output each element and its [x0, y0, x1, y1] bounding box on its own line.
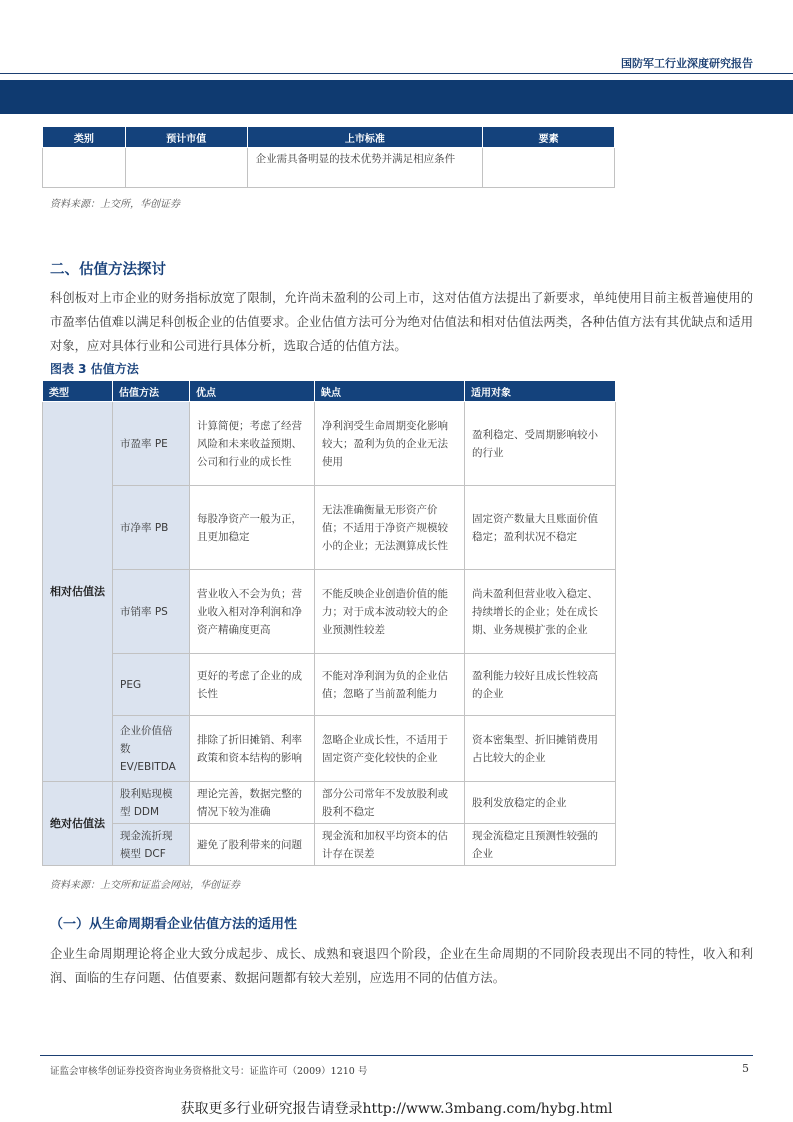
table-header-cell: 上市标准 — [247, 127, 483, 148]
figure3-source: 资料来源：上交所和证监会网站，华创证券 — [50, 880, 240, 891]
cons-cell: 不能反映企业创造价值的能力；对于成本波动较大的企业预测性较差 — [315, 570, 465, 654]
cons-cell: 净利润受生命周期变化影响较大；盈利为负的企业无法使用 — [315, 402, 465, 486]
valuation-methods-table — [42, 380, 616, 866]
table-row — [43, 486, 616, 570]
pros-cell: 计算简便；考虑了经营风险和未来收益预期、公司和行业的成长性 — [190, 402, 315, 486]
table-row — [43, 716, 616, 782]
method-cell: 市盈率 PE — [113, 402, 190, 486]
table-header-cell: 类别 — [43, 127, 126, 148]
cons-cell: 无法准确衡量无形资产价值；不适用于净资产规模较小的企业；无法测算成长性 — [315, 486, 465, 570]
target-cell: 尚未盈利但营业收入稳定、持续增长的企业；处在成长期、业务规模扩张的企业 — [465, 570, 616, 654]
section-heading: 二、估值方法探讨 — [50, 262, 166, 278]
table-row — [43, 824, 616, 866]
table-header-cell: 预计市值 — [125, 127, 247, 148]
pros-cell: 更好的考虑了企业的成长性 — [190, 654, 315, 716]
target-cell: 股利发放稳定的企业 — [465, 782, 616, 824]
method-cell: 企业价值倍数 EV/EBITDA — [113, 716, 190, 782]
absolute-valuation-label: 绝对估值法 — [43, 782, 113, 866]
subsection-heading: （一）从生命周期看企业估值方法的适用性 — [50, 917, 298, 932]
pros-cell: 避免了股利带来的问题 — [190, 824, 315, 866]
section-paragraph: 科创板对上市企业的财务指标放宽了限制，允许尚未盈利的公司上市，这对估值方法提出了新要求，单纯使用目前主板普遍使用的市盈率估值难以满足科创板企业的估值要求。企业估值方法可分为绝对估值法和相对估值法两类，各种估值方法有其优缺点和适用对象，应对具体行业和公司进行具体分析，选取合适的估值方法。 — [50, 291, 753, 353]
cons-cell: 部分公司常年不发放股利或股利不稳定 — [315, 782, 465, 824]
method-cell: 股利贴现模型 DDM — [113, 782, 190, 824]
table-row — [43, 148, 615, 188]
header-band — [0, 80, 793, 114]
method-cell: 现金流折现模型 DCF — [113, 824, 190, 866]
promo-banner[interactable]: 获取更多行业研究报告请登录http://www.3mbang.com/hybg.html — [180, 1101, 613, 1117]
figure-title: 图表 3 估值方法 — [50, 362, 139, 376]
table-cell: 企业需具备明显的技术优势并满足相应条件 — [247, 148, 483, 188]
footer-license: 证监会审核华创证券投资咨询业务资格批文号：证监许可（2009）1210 号 — [50, 1066, 368, 1077]
pros-cell: 每股净资产一般为正，且更加稳定 — [190, 486, 315, 570]
table-row — [43, 782, 616, 824]
table-row — [43, 402, 616, 486]
table-header-cell: 适用对象 — [465, 381, 616, 402]
table-header-cell: 缺点 — [315, 381, 465, 402]
table-header-cell: 要素 — [483, 127, 615, 148]
method-cell: 市销率 PS — [113, 570, 190, 654]
method-cell: 市净率 PB — [113, 486, 190, 570]
method-cell: PEG — [113, 654, 190, 716]
table-header-cell: 优点 — [190, 381, 315, 402]
table-cell — [125, 148, 247, 188]
target-cell: 盈利稳定、受周期影响较小的行业 — [465, 402, 616, 486]
subsection-paragraph: 企业生命周期理论将企业大致分成起步、成长、成熟和衰退四个阶段，企业在生命周期的不同阶段表现出不同的特性，收入和利润、面临的生存问题、估值要素、数据问题都有较大差别，应选用不同的估值方法。 — [50, 947, 753, 985]
pros-cell: 营业收入不会为负；营业收入相对净利润和净资产精确度更高 — [190, 570, 315, 654]
footer-divider — [40, 1055, 753, 1056]
table-header-cell: 类型 — [43, 381, 113, 402]
target-cell: 资本密集型、折旧摊销费用占比较大的企业 — [465, 716, 616, 782]
table-row — [43, 570, 616, 654]
target-cell: 现金流稳定且预测性较强的企业 — [465, 824, 616, 866]
table-header-row — [43, 381, 616, 402]
cons-cell: 忽略企业成长性，不适用于固定资产变化较快的企业 — [315, 716, 465, 782]
listing-standards-table — [42, 126, 615, 188]
cons-cell: 现金流和加权平均资本的估计存在误差 — [315, 824, 465, 866]
table-row — [43, 654, 616, 716]
target-cell: 固定资产数量大且账面价值稳定；盈利状况不稳定 — [465, 486, 616, 570]
pros-cell: 排除了折旧摊销、利率政策和资本结构的影响 — [190, 716, 315, 782]
relative-valuation-label: 相对估值法 — [43, 402, 113, 782]
table-header-cell: 估值方法 — [113, 381, 190, 402]
table-cell — [483, 148, 615, 188]
cons-cell: 不能对净利润为负的企业估值；忽略了当前盈利能力 — [315, 654, 465, 716]
pros-cell: 理论完善，数据完整的情况下较为准确 — [190, 782, 315, 824]
table1-source: 资料来源：上交所，华创证券 — [50, 199, 180, 210]
report-title: 国防军工行业深度研究报告 — [621, 57, 753, 70]
page-number: 5 — [742, 1062, 749, 1075]
target-cell: 盈利能力较好且成长性较高的企业 — [465, 654, 616, 716]
table-cell — [43, 148, 126, 188]
table-header-row — [43, 127, 615, 148]
header-divider — [0, 73, 793, 74]
